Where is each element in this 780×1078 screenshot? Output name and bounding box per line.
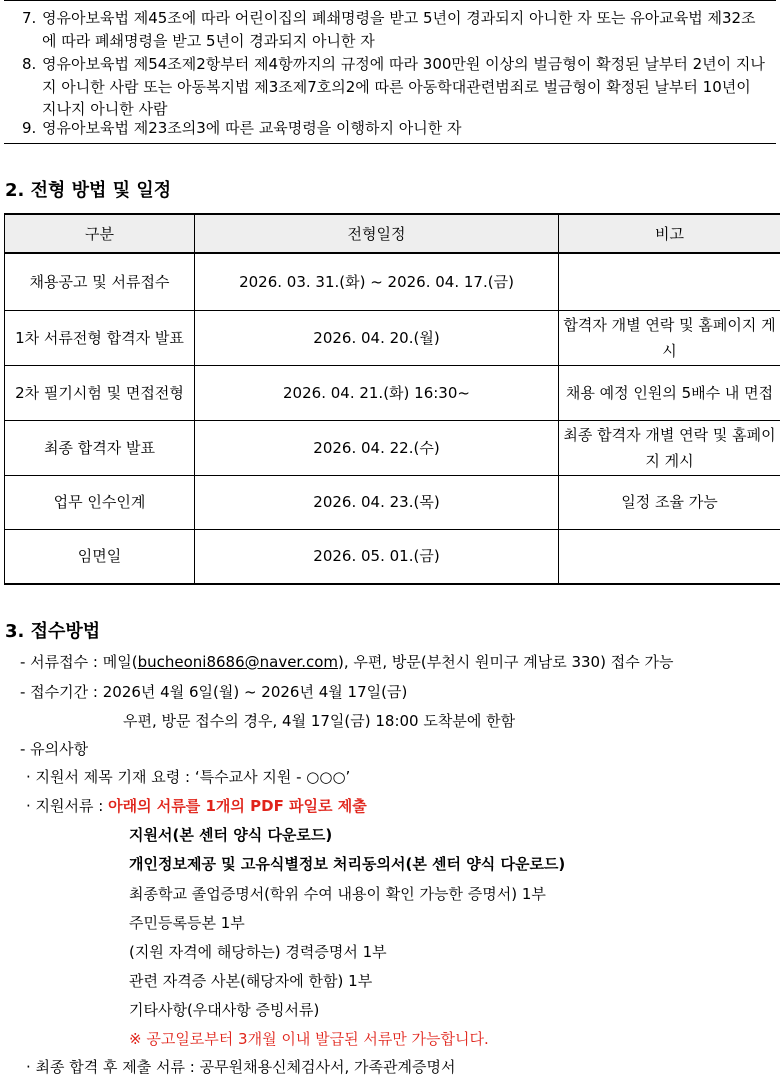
date-cell: 2026. 03. 31.(화) ~ 2026. 04. 17.(금) [195,253,559,310]
submission-suffix: ), 우편, 방문(부천시 원미구 계남로 330) 접수 가능 [338,653,674,671]
required-doc-item: 지원서(본 센터 양식 다운로드) [129,826,333,844]
required-docs-header [26,795,367,817]
table-row [5,365,780,420]
section-title: 3. 접수방법 [5,621,101,642]
item-text: 영유아보육법 제23조의3에 따른 교육명령을 이행하지 아니한 자 [42,119,462,137]
submission-period: - 접수기간 : 2026년 4월 6일(월) ~ 2026년 4월 17일(금) [20,683,408,701]
required-doc-item: 주민등록등본 1부 [129,914,245,932]
stage-cell: 최종 합격자 발표 [5,420,195,475]
submission-period-note: 우편, 방문 접수의 경우, 4월 17일(금) 18:00 도착분에 한함 [123,712,516,730]
docs-label: · 지원서류 : [26,797,109,815]
required-doc-item: 관련 자격증 사본(해당자에 한함) 1부 [129,972,373,990]
stage-cell: 임면일 [5,529,195,584]
note-cell: 합격자 개별 연락 및 홈페이지 게시 [559,310,780,365]
qualification-item [22,117,768,140]
note-cell [559,253,780,310]
stage-cell: 채용공고 및 서류접수 [5,253,195,310]
column-header: 구분 [5,214,195,253]
required-doc-item: 최종학교 졸업증명서(학위 수여 내용이 확인 가능한 증명서) 1부 [129,885,546,903]
column-header: 비고 [559,214,780,253]
table-row [5,529,780,584]
column-header: 전형일정 [195,214,559,253]
table-row [5,475,780,529]
qualification-item [22,53,768,121]
submission-prefix: - 서류접수 : 메일( [20,653,138,671]
qualification-item [22,7,768,52]
qualification-list [4,0,776,144]
item-text: 영유아보육법 제45조에 따라 어린이집의 폐쇄명령을 받고 5년이 경과되지 아니한 자 또는 유아교육법 제32조에 따라 폐쇄명령을 받고 5년이 경과되지 아니한 자 [42,9,756,50]
note-cell [559,529,780,584]
date-cell: 2026. 04. 20.(월) [195,310,559,365]
subject-rule: · 지원서 제목 기재 요령 : ‘특수교사 지원 - ○○○’ [26,768,351,786]
docs-instruction: 아래의 서류를 1개의 PDF 파일로 제출 [108,797,367,815]
item-number: 7. [22,9,37,27]
schedule-table [4,213,780,585]
note-cell: 최종 합격자 개별 연락 및 홈페이지 게시 [559,420,780,475]
date-cell: 2026. 04. 21.(화) 16:30~ [195,365,559,420]
note-cell: 일정 조율 가능 [559,475,780,529]
table-row [5,253,780,310]
submission-method [20,651,673,673]
date-cell: 2026. 04. 23.(목) [195,475,559,529]
notes-label: - 유의사항 [20,740,89,758]
item-number: 9. [22,119,37,137]
date-cell: 2026. 04. 22.(수) [195,420,559,475]
stage-cell: 2차 필기시험 및 면접전형 [5,365,195,420]
email-link[interactable]: bucheoni8686@naver.com [137,653,339,671]
stage-cell: 1차 서류전형 합격자 발표 [5,310,195,365]
table-row [5,420,780,475]
note-cell: 채용 예정 인원의 5배수 내 면접 [559,365,780,420]
required-doc-item: 개인정보제공 및 고유식별정보 처리동의서(본 센터 양식 다운로드) [129,855,566,873]
table-row [5,310,780,365]
docs-warning: ※ 공고일로부터 3개월 이내 발급된 서류만 가능합니다. [129,1030,489,1048]
item-text: 영유아보육법 제54조제2항부터 제4항까지의 규정에 따라 300만원 이상의 벌금형이 확정된 날부터 2년이 지나지 아니한 사람 또는 아동복지법 제3조제7호의2에 따른 아동학대관련범죄로 벌금형이 확정된 날부터 10년이 지나지 아니한 사람 [42,55,765,118]
table-header-row [5,214,780,253]
date-cell: 2026. 05. 01.(금) [195,529,559,584]
required-doc-item: 기타사항(우대사항 증빙서류) [129,1001,320,1019]
stage-cell: 업무 인수인계 [5,475,195,529]
item-number: 8. [22,55,37,73]
required-doc-item: (지원 자격에 해당하는) 경력증명서 1부 [129,943,387,961]
final-docs: · 최종 합격 후 제출 서류 : 공무원채용신체검사서, 가족관계증명서 [26,1058,456,1076]
section-title: 2. 전형 방법 및 일정 [5,180,172,201]
